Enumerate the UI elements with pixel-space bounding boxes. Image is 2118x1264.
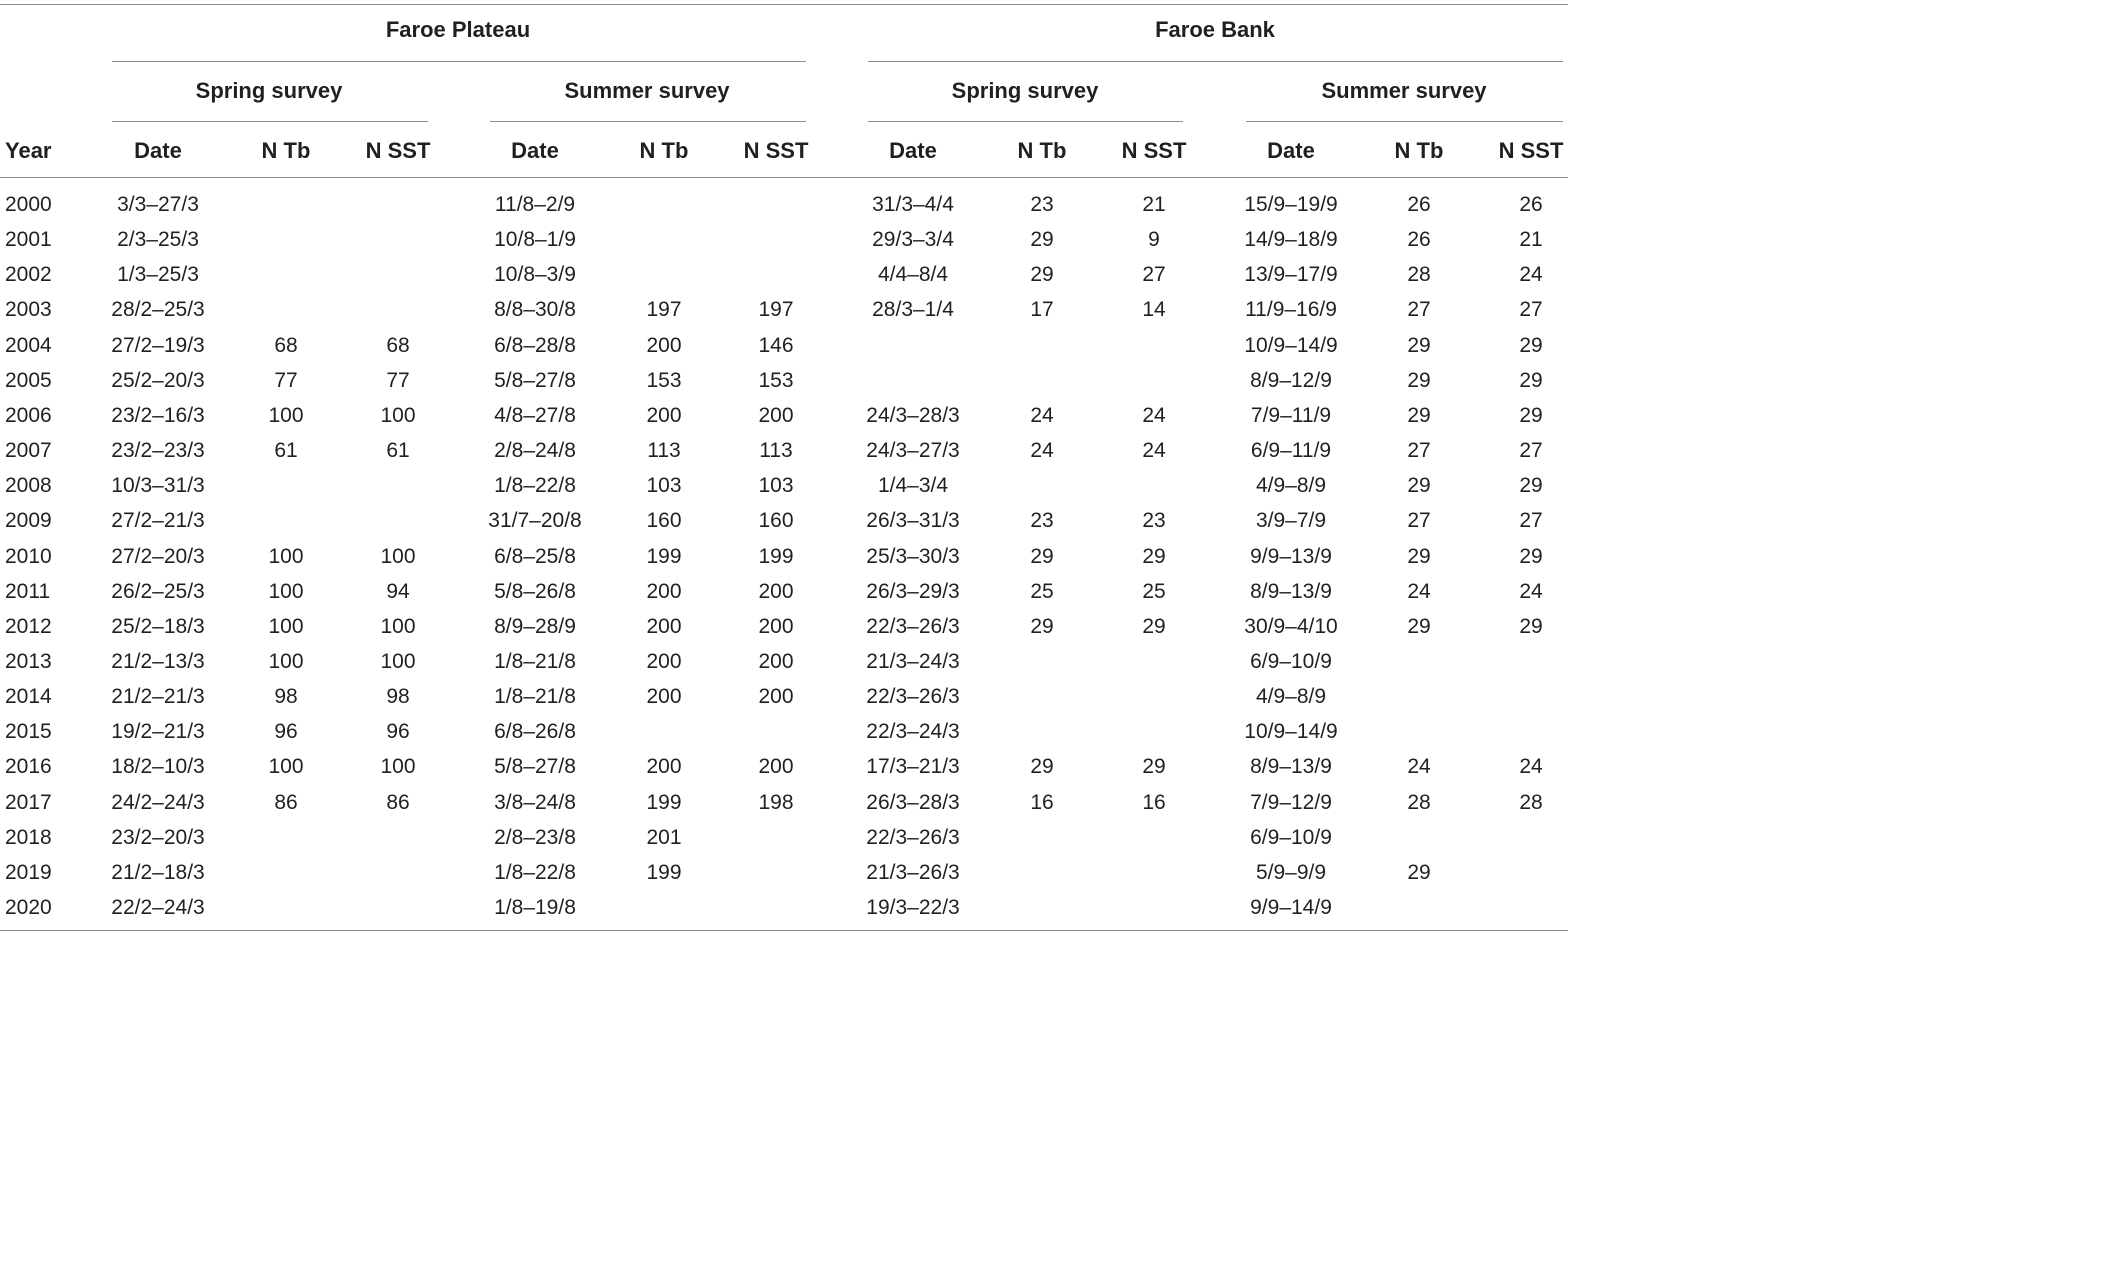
- cell-fb-summer-nsst: 29: [1519, 544, 1543, 568]
- cell-fp-summer-nsst: 200: [758, 755, 794, 779]
- cell-fp-spring-date: 25/2–18/3: [111, 614, 205, 638]
- cell-fp-spring-nsst: 94: [386, 579, 410, 603]
- cell-fb-spring-ntb: 25: [1030, 579, 1054, 603]
- column-header-fb-spring-date: Date: [889, 138, 937, 163]
- cell-fp-summer-ntb: 200: [646, 403, 682, 427]
- cell-fp-spring-nsst: 68: [386, 333, 410, 357]
- cell-fp-spring-nsst: 77: [386, 368, 410, 392]
- table-row: [0, 714, 1568, 749]
- cell-fp-summer-nsst: 200: [758, 685, 794, 709]
- column-header-fp-spring-ntb: N Tb: [261, 138, 311, 163]
- cell-fb-summer-ntb: 27: [1407, 509, 1431, 533]
- cell-fb-spring-date: 1/4–3/4: [877, 474, 949, 498]
- cell-fp-summer-date: 31/7–20/8: [488, 509, 582, 533]
- cell-fb-summer-ntb: 29: [1407, 614, 1431, 638]
- cell-year: 2005: [5, 368, 52, 392]
- cell-fb-summer-date: 6/9–11/9: [1250, 439, 1332, 463]
- cell-fb-summer-ntb: 29: [1407, 860, 1431, 884]
- cell-fp-spring-date: 2/3–25/3: [117, 228, 199, 252]
- cell-fb-spring-date: 26/3–29/3: [866, 579, 960, 603]
- cell-fb-summer-nsst: 29: [1519, 474, 1543, 498]
- cell-fp-summer-ntb: 200: [646, 579, 682, 603]
- table-row: [0, 890, 1568, 925]
- cell-fp-summer-nsst: 146: [758, 333, 794, 357]
- cell-fb-summer-date: 6/9–10/9: [1250, 825, 1332, 849]
- cell-fp-spring-ntb: 100: [268, 579, 304, 603]
- cell-fb-spring-nsst: 29: [1142, 614, 1166, 638]
- cell-fb-summer-date: 4/9–8/9: [1255, 474, 1327, 498]
- cell-fb-spring-date: 4/4–8/4: [877, 263, 949, 287]
- cell-fp-spring-ntb: 96: [274, 720, 298, 744]
- cell-fb-spring-date: 31/3–4/4: [872, 193, 954, 216]
- cell-fp-spring-date: 3/3–27/3: [117, 193, 199, 216]
- cell-fp-summer-date: 10/8–1/9: [494, 228, 576, 252]
- group-rule-faroe-bank: [868, 61, 1563, 62]
- cell-fp-summer-ntb: 199: [646, 860, 682, 884]
- cell-fp-spring-date: 27/2–20/3: [111, 544, 205, 568]
- cell-fp-summer-ntb: 200: [646, 333, 682, 357]
- cell-fb-spring-date: 22/3–26/3: [866, 685, 960, 709]
- cell-fb-spring-nsst: 23: [1142, 509, 1166, 533]
- column-header-fp-summer-nsst: N SST: [743, 138, 809, 163]
- cell-fp-spring-date: 24/2–24/3: [111, 790, 205, 814]
- bottom-rule: [0, 930, 1568, 931]
- cell-year: 2018: [5, 825, 52, 849]
- cell-fp-spring-nsst: 100: [380, 614, 416, 638]
- column-header-fp-summer-date: Date: [511, 138, 559, 163]
- cell-year: 2012: [5, 614, 52, 638]
- sub-rule-fb-summer: [1246, 121, 1563, 122]
- table-row: [0, 222, 1568, 257]
- cell-fp-summer-date: 8/8–30/8: [494, 298, 576, 322]
- cell-fb-summer-date: 4/9–8/9: [1255, 685, 1327, 709]
- cell-fb-summer-nsst: 21: [1519, 228, 1543, 252]
- cell-fp-spring-nsst: 100: [380, 755, 416, 779]
- cell-fb-summer-date: 8/9–12/9: [1250, 368, 1332, 392]
- cell-fb-summer-date: 11/9–16/9: [1245, 298, 1337, 322]
- cell-year: 2002: [5, 263, 52, 287]
- cell-fp-spring-date: 28/2–25/3: [111, 298, 205, 322]
- cell-fb-summer-date: 5/9–9/9: [1255, 860, 1327, 884]
- cell-year: 2004: [5, 333, 52, 357]
- cell-fb-summer-date: 9/9–13/9: [1250, 544, 1332, 568]
- cell-fp-spring-date: 27/2–19/3: [111, 333, 205, 357]
- table-row: [0, 644, 1568, 679]
- cell-fb-summer-ntb: 26: [1407, 228, 1431, 252]
- table-row: [0, 539, 1568, 574]
- sub-rule-fp-summer: [490, 121, 806, 122]
- cell-fb-spring-nsst: 21: [1142, 193, 1166, 216]
- cell-fb-summer-nsst: 28: [1519, 790, 1543, 814]
- cell-fp-summer-nsst: 153: [758, 368, 794, 392]
- cell-fp-spring-ntb: 100: [268, 614, 304, 638]
- cell-fp-summer-ntb: 200: [646, 649, 682, 673]
- table-row: [0, 328, 1568, 363]
- cell-fp-spring-nsst: 86: [386, 790, 410, 814]
- cell-fp-summer-ntb: 153: [646, 368, 682, 392]
- cell-fp-summer-ntb: 197: [646, 298, 682, 322]
- cell-year: 2001: [5, 228, 52, 252]
- cell-fb-summer-date: 8/9–13/9: [1250, 579, 1332, 603]
- cell-fb-spring-date: 28/3–1/4: [872, 298, 954, 322]
- cell-fb-spring-nsst: 16: [1142, 790, 1166, 814]
- cell-year: 2015: [5, 720, 52, 744]
- table-row: [0, 503, 1568, 538]
- cell-fb-summer-nsst: 27: [1519, 509, 1543, 533]
- cell-fp-summer-date: 5/8–27/8: [494, 368, 576, 392]
- cell-fp-summer-date: 8/9–28/9: [494, 614, 576, 638]
- cell-fb-summer-nsst: 29: [1519, 333, 1543, 357]
- table-row: [0, 609, 1568, 644]
- cell-fb-spring-date: 26/3–28/3: [866, 790, 960, 814]
- cell-fp-summer-date: 3/8–24/8: [494, 790, 576, 814]
- cell-fp-summer-nsst: 200: [758, 403, 794, 427]
- cell-fp-summer-nsst: 200: [758, 579, 794, 603]
- cell-fb-summer-ntb: 28: [1407, 263, 1431, 287]
- cell-fp-summer-date: 4/8–27/8: [494, 403, 576, 427]
- cell-fb-spring-ntb: 24: [1030, 403, 1054, 427]
- cell-fb-spring-ntb: 16: [1030, 790, 1054, 814]
- cell-fb-summer-date: 13/9–17/9: [1244, 263, 1338, 287]
- cell-fp-spring-ntb: 68: [274, 333, 298, 357]
- cell-fb-summer-ntb: 29: [1407, 333, 1431, 357]
- cell-fb-summer-date: 30/9–4/10: [1244, 614, 1338, 638]
- cell-fb-spring-date: 17/3–21/3: [866, 755, 960, 779]
- column-header-fb-summer-date: Date: [1267, 138, 1315, 163]
- column-header-fp-summer-ntb: N Tb: [639, 138, 689, 163]
- cell-fb-summer-date: 7/9–12/9: [1250, 790, 1332, 814]
- cell-fp-spring-ntb: 77: [274, 368, 298, 392]
- cell-year: 2006: [5, 403, 52, 427]
- cell-year: 2014: [5, 685, 52, 709]
- cell-fb-summer-ntb: 29: [1407, 368, 1431, 392]
- cell-fp-summer-date: 1/8–21/8: [494, 649, 576, 673]
- cell-fb-summer-date: 6/9–10/9: [1250, 649, 1332, 673]
- header-rule: [0, 177, 1568, 178]
- cell-fp-summer-ntb: 201: [646, 825, 682, 849]
- cell-fb-summer-date: 9/9–14/9: [1250, 896, 1332, 919]
- cell-fb-spring-date: 22/3–24/3: [866, 720, 960, 744]
- region-header-faroe-plateau: Faroe Plateau: [385, 17, 531, 42]
- cell-fb-spring-date: 21/3–26/3: [866, 860, 960, 884]
- cell-fb-spring-ntb: 23: [1030, 193, 1054, 216]
- cell-fp-spring-date: 27/2–21/3: [111, 509, 205, 533]
- top-rule: [0, 4, 1568, 5]
- cell-fp-spring-ntb: 100: [268, 403, 304, 427]
- cell-fp-spring-date: 26/2–25/3: [111, 579, 205, 603]
- column-header-fp-spring-date: Date: [134, 138, 182, 163]
- survey-header-fp-summer: Summer survey: [564, 78, 730, 103]
- survey-header-fb-spring: Spring survey: [951, 78, 1099, 103]
- column-header-year: Year: [5, 138, 52, 163]
- table-row: [0, 187, 1568, 222]
- cell-fp-summer-nsst: 200: [758, 614, 794, 638]
- cell-fb-summer-date: 3/9–7/9: [1255, 509, 1327, 533]
- table-row: [0, 257, 1568, 292]
- table-row: [0, 292, 1568, 327]
- cell-fp-summer-nsst: 113: [759, 439, 793, 463]
- sub-rule-fb-spring: [868, 121, 1183, 122]
- cell-fb-summer-nsst: 29: [1519, 368, 1543, 392]
- cell-fb-spring-date: 21/3–24/3: [866, 649, 960, 673]
- column-header-fb-spring-ntb: N Tb: [1017, 138, 1067, 163]
- cell-fb-spring-ntb: 23: [1030, 509, 1054, 533]
- cell-fb-spring-date: 29/3–3/4: [872, 228, 954, 252]
- sub-rule-fp-spring: [112, 121, 428, 122]
- cell-fp-spring-nsst: 100: [380, 649, 416, 673]
- cell-fp-summer-nsst: 197: [758, 298, 794, 322]
- cell-fb-summer-nsst: 27: [1519, 298, 1543, 322]
- cell-fb-summer-date: 8/9–13/9: [1250, 755, 1332, 779]
- cell-fp-summer-date: 2/8–24/8: [494, 439, 576, 463]
- table-row: [0, 749, 1568, 784]
- cell-year: 2011: [5, 579, 51, 603]
- cell-year: 2016: [5, 755, 52, 779]
- cell-fp-summer-date: 1/8–22/8: [494, 860, 576, 884]
- cell-fb-spring-nsst: 29: [1142, 755, 1166, 779]
- cell-fp-summer-date: 5/8–26/8: [494, 579, 576, 603]
- cell-fp-summer-date: 5/8–27/8: [494, 755, 576, 779]
- cell-fp-summer-ntb: 113: [647, 439, 681, 463]
- cell-fb-spring-ntb: 29: [1030, 614, 1054, 638]
- column-header-fp-spring-nsst: N SST: [365, 138, 431, 163]
- table-row: [0, 574, 1568, 609]
- cell-fp-spring-nsst: 98: [386, 685, 410, 709]
- cell-fb-spring-ntb: 29: [1030, 228, 1054, 252]
- cell-fb-spring-date: 22/3–26/3: [866, 825, 960, 849]
- cell-fp-spring-date: 23/2–16/3: [111, 403, 205, 427]
- cell-fb-spring-date: 25/3–30/3: [866, 544, 960, 568]
- cell-fp-spring-date: 18/2–10/3: [111, 755, 205, 779]
- cell-fb-spring-date: 24/3–28/3: [866, 403, 960, 427]
- cell-fb-summer-ntb: 28: [1407, 790, 1431, 814]
- cell-fp-spring-nsst: 100: [380, 403, 416, 427]
- cell-fp-spring-ntb: 100: [268, 755, 304, 779]
- cell-fp-summer-date: 1/8–22/8: [494, 474, 576, 498]
- cell-fb-spring-nsst: 29: [1142, 544, 1166, 568]
- cell-year: 2017: [5, 790, 52, 814]
- cell-fp-summer-ntb: 103: [646, 474, 682, 498]
- cell-fb-summer-date: 10/9–14/9: [1244, 333, 1338, 357]
- cell-fb-summer-date: 15/9–19/9: [1244, 193, 1338, 216]
- cell-fb-spring-date: 19/3–22/3: [866, 896, 960, 919]
- cell-fb-summer-date: 10/9–14/9: [1244, 720, 1338, 744]
- cell-fb-summer-nsst: 24: [1519, 755, 1543, 779]
- cell-fb-summer-ntb: 27: [1407, 298, 1431, 322]
- column-header-fb-spring-nsst: N SST: [1121, 138, 1187, 163]
- cell-fp-summer-nsst: 198: [758, 790, 794, 814]
- cell-fp-spring-date: 23/2–20/3: [111, 825, 205, 849]
- cell-fb-summer-ntb: 26: [1407, 193, 1431, 216]
- survey-header-fb-summer: Summer survey: [1321, 78, 1487, 103]
- table-row: [0, 398, 1568, 433]
- cell-fp-spring-ntb: 61: [274, 439, 298, 463]
- cell-fp-spring-ntb: 100: [268, 544, 304, 568]
- cell-fb-spring-nsst: 24: [1142, 403, 1166, 427]
- cell-fp-summer-ntb: 160: [646, 509, 682, 533]
- cell-fp-spring-date: 23/2–23/3: [111, 439, 205, 463]
- cell-year: 2007: [5, 439, 52, 463]
- cell-fp-summer-date: 1/8–19/8: [494, 896, 576, 919]
- cell-fb-spring-date: 24/3–27/3: [866, 439, 960, 463]
- cell-fp-spring-ntb: 100: [268, 649, 304, 673]
- region-header-faroe-bank: Faroe Bank: [1155, 17, 1275, 42]
- cell-fb-summer-nsst: 29: [1519, 403, 1543, 427]
- cell-year: 2020: [5, 896, 52, 919]
- cell-year: 2019: [5, 860, 52, 884]
- cell-fp-summer-nsst: 199: [758, 544, 794, 568]
- table-row: [0, 433, 1568, 468]
- cell-fb-summer-nsst: 26: [1519, 193, 1543, 216]
- cell-fp-summer-date: 1/8–21/8: [494, 685, 576, 709]
- cell-fp-summer-date: 6/8–28/8: [494, 333, 576, 357]
- survey-header-fp-spring: Spring survey: [195, 78, 343, 103]
- cell-fb-spring-ntb: 17: [1030, 298, 1054, 322]
- cell-fp-spring-nsst: 96: [386, 720, 410, 744]
- cell-fp-spring-date: 21/2–13/3: [111, 649, 205, 673]
- cell-fp-summer-ntb: 200: [646, 685, 682, 709]
- cell-year: 2013: [5, 649, 52, 673]
- cell-fb-summer-ntb: 24: [1407, 755, 1431, 779]
- cell-fb-spring-ntb: 29: [1030, 544, 1054, 568]
- group-rule-faroe-plateau: [112, 61, 806, 62]
- table-row: [0, 785, 1568, 820]
- cell-fp-spring-nsst: 100: [380, 544, 416, 568]
- table-row: [0, 855, 1568, 890]
- cell-fb-spring-date: 26/3–31/3: [866, 509, 960, 533]
- cell-fp-spring-nsst: 61: [386, 439, 410, 463]
- cell-fp-spring-date: 10/3–31/3: [111, 474, 205, 498]
- cell-fb-spring-ntb: 24: [1030, 439, 1054, 463]
- cell-fp-spring-date: 25/2–20/3: [111, 368, 205, 392]
- table-row: [0, 679, 1568, 714]
- cell-fp-spring-date: 1/3–25/3: [117, 263, 199, 287]
- cell-year: 2010: [5, 544, 52, 568]
- cell-fb-spring-nsst: 14: [1142, 298, 1166, 322]
- cell-fp-summer-date: 6/8–25/8: [494, 544, 576, 568]
- cell-fb-spring-date: 22/3–26/3: [866, 614, 960, 638]
- cell-fp-spring-ntb: 86: [274, 790, 298, 814]
- cell-fb-spring-nsst: 24: [1142, 439, 1166, 463]
- cell-fp-summer-nsst: 103: [758, 474, 794, 498]
- cell-fp-summer-ntb: 199: [646, 790, 682, 814]
- table-row: [0, 820, 1568, 855]
- cell-fb-summer-ntb: 29: [1407, 544, 1431, 568]
- cell-fp-spring-date: 22/2–24/3: [111, 896, 205, 919]
- cell-fb-summer-nsst: 27: [1519, 439, 1543, 463]
- cell-fb-spring-ntb: 29: [1030, 755, 1054, 779]
- column-header-fb-summer-ntb: N Tb: [1394, 138, 1444, 163]
- cell-fp-spring-date: 21/2–18/3: [111, 860, 205, 884]
- cell-fp-spring-date: 19/2–21/3: [111, 720, 205, 744]
- cell-fb-summer-ntb: 27: [1407, 439, 1431, 463]
- cell-year: 2000: [5, 193, 52, 216]
- cell-fb-spring-nsst: 25: [1142, 579, 1166, 603]
- table-row: [0, 468, 1568, 503]
- cell-fb-summer-nsst: 24: [1519, 263, 1543, 287]
- column-header-fb-summer-nsst: N SST: [1498, 138, 1564, 163]
- cell-fp-spring-ntb: 98: [274, 685, 298, 709]
- cell-fp-summer-date: 6/8–26/8: [494, 720, 576, 744]
- cell-fp-summer-ntb: 200: [646, 755, 682, 779]
- cell-fb-spring-nsst: 27: [1142, 263, 1166, 287]
- cell-fp-summer-date: 10/8–3/9: [494, 263, 576, 287]
- cell-fb-summer-nsst: 29: [1519, 614, 1543, 638]
- cell-fb-spring-nsst: 9: [1148, 228, 1160, 252]
- cell-fp-spring-date: 21/2–21/3: [111, 685, 205, 709]
- cell-fb-spring-ntb: 29: [1030, 263, 1054, 287]
- cell-fp-summer-date: 11/8–2/9: [494, 193, 576, 216]
- cell-fb-summer-ntb: 24: [1407, 579, 1431, 603]
- cell-fp-summer-ntb: 199: [646, 544, 682, 568]
- cell-year: 2003: [5, 298, 52, 322]
- cell-fb-summer-ntb: 29: [1407, 474, 1431, 498]
- cell-fp-summer-ntb: 200: [646, 614, 682, 638]
- cell-fb-summer-ntb: 29: [1407, 403, 1431, 427]
- cell-fb-summer-nsst: 24: [1519, 579, 1543, 603]
- cell-fb-summer-date: 14/9–18/9: [1244, 228, 1338, 252]
- cell-year: 2009: [5, 509, 52, 533]
- cell-fp-summer-nsst: 200: [758, 649, 794, 673]
- cell-fp-summer-date: 2/8–23/8: [494, 825, 576, 849]
- table-row: [0, 363, 1568, 398]
- cell-year: 2008: [5, 474, 52, 498]
- cell-fp-summer-nsst: 160: [758, 509, 794, 533]
- cell-fb-summer-date: 7/9–11/9: [1250, 403, 1332, 427]
